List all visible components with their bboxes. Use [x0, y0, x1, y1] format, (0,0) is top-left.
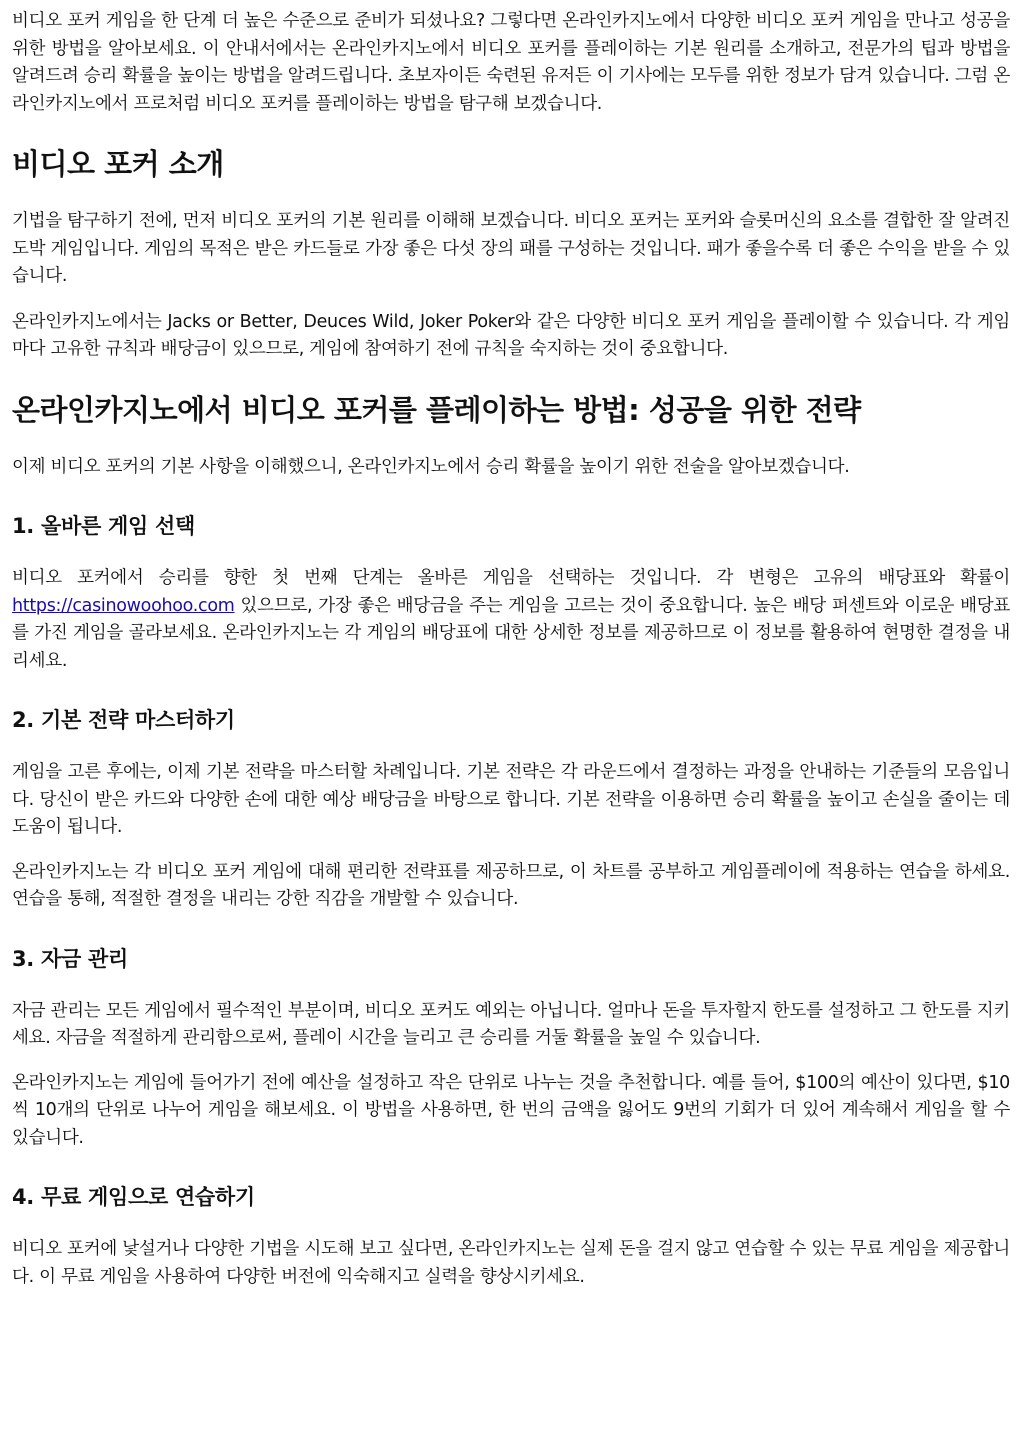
- subheading-basic-strategy: 2. 기본 전략 마스터하기: [12, 708, 235, 732]
- paragraph-choose-game: [12, 565, 1010, 675]
- paragraph-free-games: 비디오 포커에 낯설거나 다양한 기법을 시도해 보고 싶다면, 온라인카지노는 실제 돈을 걸지 않고 연습할 수 있는 무료 게임을 제공합니다. 이 무료 게임을 사용하여 다양한 버전에 익숙해지고 실력을 향상시키세요.: [12, 1239, 1010, 1287]
- paragraph-game-variants: 온라인카지노에서는 Jacks or Better, Deuces Wild, Joker Poker와 같은 다양한 비디오 포커 게임을 플레이할 수 있습니다. 각 게임마다 고유한 규칙과 배당금이 있으므로, 게임에 참여하기 전에 규칙을 숙지하는 것이 중요합니다.: [12, 311, 1010, 359]
- intro-paragraph: 비디오 포커 게임을 한 단계 더 높은 수준으로 준비가 되셨나요? 그렇다면 온라인카지노에서 다양한 비디오 포커 게임을 만나고 성공을 위한 방법을 알아보세요. 이 안내서에서는 온라인카지노에서 비디오 포커를 플레이하는 기본 원리를 소개하고, 전문가의 팁과 방법을 알려드려 승리 확률을 높이는 방법을 알려드립니다. 초보자이든 숙련된 유저든 이 기사에는 모두를 위한 정보가 담겨 있습니다. 그럼 온라인카지노에서 프로처럼 비디오 포커를 플레이하는 방법을 탐구해 보겠습니다.: [12, 11, 1010, 114]
- casino-link[interactable]: https://casinowoohoo.com: [12, 595, 235, 616]
- paragraph-basic-strategy: 게임을 고른 후에는, 이제 기본 전략을 마스터할 차례입니다. 기본 전략은 각 라운드에서 결정하는 과정을 안내하는 기준들의 모음입니다. 당신이 받은 카드와 다양한 손에 대한 예상 배당금을 바탕으로 합니다. 기본 전략을 이용하면 승리 확률을 높이고 손실을 줄이는 데 도움이 됩니다.: [12, 762, 1010, 837]
- paragraph-choose-game-part1: 비디오 포커에서 승리를 향한 첫 번째 단계는 올바른 게임을 선택하는 것입니다. 각 변형은 고유의 배당표와 확률이: [12, 568, 1010, 588]
- subheading-choose-game: 1. 올바른 게임 선택: [12, 514, 195, 538]
- paragraph-budget-example: 온라인카지노는 게임에 들어가기 전에 예산을 설정하고 작은 단위로 나누는 것을 추천합니다. 예를 들어, $100의 예산이 있다면, $10씩 10개의 단위로 나누어 게임을 해보세요. 이 방법을 사용하면, 한 번의 금액을 잃어도 9번의 기회가 더 있어 계속해서 게임을 할 수 있습니다.: [12, 1072, 1010, 1148]
- section-heading-video-poker-intro: 비디오 포커 소개: [12, 147, 224, 181]
- section-heading-strategy: 온라인카지노에서 비디오 포커를 플레이하는 방법: 성공을 위한 전략: [12, 392, 861, 427]
- paragraph-bankroll: 자금 관리는 모든 게임에서 필수적인 부분이며, 비디오 포커도 예외는 아닙니다. 얼마나 돈을 투자할지 한도를 설정하고 그 한도를 지키세요. 자금을 적절하게 관리함으로써, 플레이 시간을 늘리고 큰 승리를 거둘 확률을 높일 수 있습니다.: [12, 1000, 1010, 1048]
- subheading-free-games: 4. 무료 게임으로 연습하기: [12, 1185, 255, 1209]
- subheading-bankroll: 3. 자금 관리: [12, 946, 128, 971]
- paragraph-strategy-chart: 온라인카지노는 각 비디오 포커 게임에 대해 편리한 전략표를 제공하므로, 이 차트를 공부하고 게임플레이에 적용하는 연습을 하세요. 연습을 통해, 적절한 결정을 내리는 강한 직감을 개발할 수 있습니다.: [12, 861, 1010, 909]
- paragraph-strategy-intro: 이제 비디오 포커의 기본 사항을 이해했으니, 온라인카지노에서 승리 확률을 높이기 위한 전술을 알아보겠습니다.: [12, 456, 850, 477]
- paragraph-basics: 기법을 탐구하기 전에, 먼저 비디오 포커의 기본 원리를 이해해 보겠습니다. 비디오 포커는 포커와 슬롯머신의 요소를 결합한 잘 알려진 도박 게임입니다. 게임의 목적은 받은 카드들로 가장 좋은 다섯 장의 패를 구성하는 것입니다. 패가 좋을수록 더 좋은 수익을 받을 수 있습니다.: [12, 211, 1010, 286]
- paragraph-choose-game-part2: 있으므로, 가장 좋은 배당금을 주는 게임을 고르는 것이 중요합니다. 높은 배당 퍼센트와 이로운 배당표를 가진 게임을 골라보세요. 온라인카지노는 각 게임의 배당표에 대한 상세한 정보를 제공하므로 이 정보를 활용하여 현명한 결정을 내리세요.: [12, 595, 1010, 671]
